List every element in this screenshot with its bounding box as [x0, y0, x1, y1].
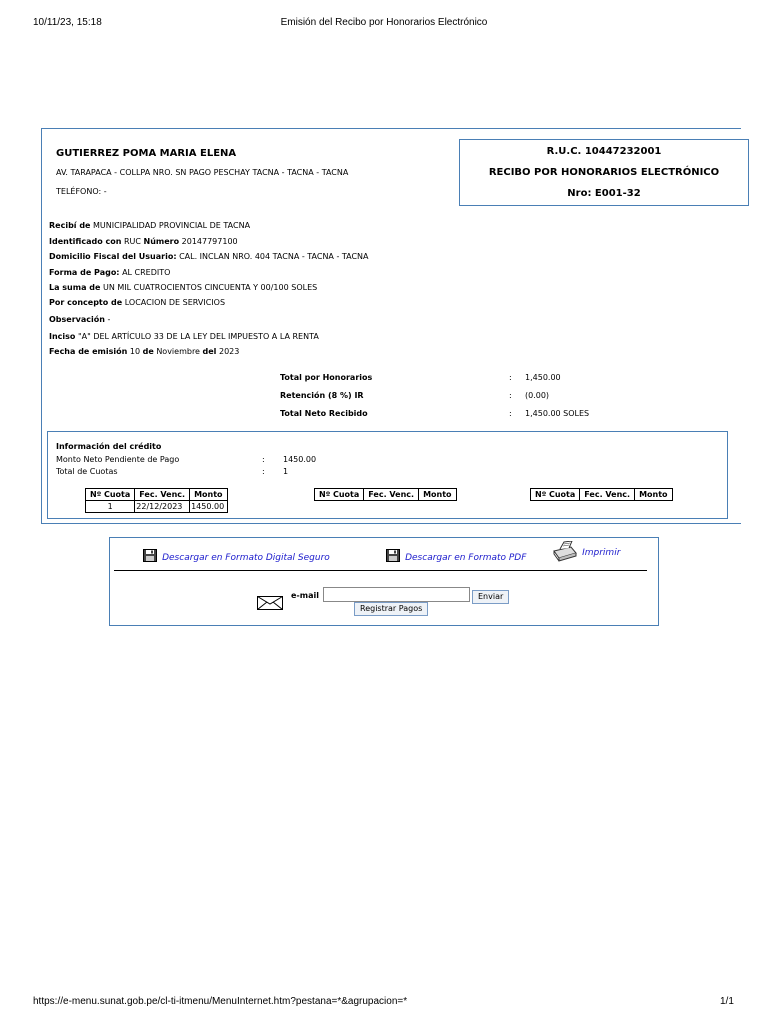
envelope-icon: [257, 596, 283, 610]
table-header-row: [531, 489, 673, 501]
cuotas-label: Total de Cuotas: [56, 467, 118, 476]
detail-domicilio: Domicilio Fiscal del Usuario: CAL. INCLAN NRO. 404 TACNA - TACNA - TACNA: [49, 252, 369, 261]
total-separator: :: [509, 409, 512, 418]
floppy-disk-icon: [143, 549, 157, 562]
issuer-address: AV. TARAPACA - COLLPA NRO. SN PAGO PESCHAY TACNA - TACNA - TACNA: [56, 168, 349, 177]
total-separator: :: [509, 373, 512, 382]
download-secure-label: Descargar en Formato Digital Seguro: [162, 553, 330, 563]
print-title: Emisión del Recibo por Honorarios Electrónico: [280, 17, 488, 28]
pending-separator: :: [262, 455, 265, 464]
detail-fecha-emision: Fecha de emisión 10 de Noviembre del 2023: [49, 347, 240, 356]
table-header-row: [86, 489, 228, 501]
col-cuota-header: Nº Cuota: [315, 489, 364, 501]
document-type: RECIBO POR HONORARIOS ELECTRÓNICO: [488, 167, 720, 178]
detail-recibi: Recibí de MUNICIPALIDAD PROVINCIAL DE TACNA: [49, 221, 251, 230]
cuota-number-cell: 1: [86, 501, 135, 513]
cuota-amount-cell: 1450.00: [190, 501, 227, 513]
col-cuota-header: Nº Cuota: [531, 489, 580, 501]
register-payments-button[interactable]: Registrar Pagos: [354, 602, 428, 616]
divider: [114, 570, 647, 571]
issuer-phone: TELÉFONO: -: [56, 187, 107, 196]
col-cuota-header: Nº Cuota: [86, 489, 135, 501]
receipt-number: Nro: E001-32: [567, 188, 641, 199]
pending-label: Monto Neto Pendiente de Pago: [56, 455, 180, 464]
pending-value: 1450.00: [283, 455, 317, 464]
floppy-disk-icon: [386, 549, 400, 562]
download-pdf-label: Descargar en Formato PDF: [405, 553, 527, 563]
ruc-box: [459, 139, 749, 206]
email-label: e-mail: [291, 591, 319, 600]
print-link[interactable]: [551, 541, 620, 563]
col-fecha-header: Fec. Venc.: [364, 489, 419, 501]
col-fecha-header: Fec. Venc.: [135, 489, 190, 501]
cuotas-table-1: [85, 488, 228, 513]
detail-forma-pago: Forma de Pago: AL CREDITO: [49, 268, 171, 277]
cuotas-separator: :: [262, 467, 265, 476]
send-button[interactable]: Enviar: [472, 590, 509, 604]
print-label: Imprimir: [582, 547, 621, 558]
col-monto-header: Monto: [635, 489, 672, 501]
printer-icon: [551, 541, 577, 563]
cuotas-table-3: [530, 488, 673, 501]
detail-concepto: Por concepto de LOCACION DE SERVICIOS: [49, 298, 226, 307]
credit-title: Información del crédito: [56, 442, 162, 451]
cuotas-value: 1: [283, 467, 289, 476]
issuer-name: GUTIERREZ POMA MARIA ELENA: [56, 148, 237, 159]
table-header-row: [315, 489, 457, 501]
email-input[interactable]: [323, 587, 470, 602]
total-honorarios-value: 1,450.00: [525, 373, 561, 382]
print-url: https://e-menu.sunat.gob.pe/cl-ti-itmenu/MenuInternet.htm?pestana=*&agrupacion=*: [33, 996, 408, 1007]
total-honorarios-label: Total por Honorarios: [280, 373, 373, 382]
col-monto-header: Monto: [190, 489, 227, 501]
total-neto-label: Total Neto Recibido: [280, 409, 368, 418]
cuota-date-cell: 22/12/2023: [135, 501, 190, 513]
cuotas-table-2: [314, 488, 457, 501]
detail-inciso: Inciso "A" DEL ARTÍCULO 33 DE LA LEY DEL IMPUESTO A LA RENTA: [49, 332, 319, 341]
print-page-number: 1/1: [720, 996, 734, 1007]
retencion-label: Retención (8 %) IR: [280, 391, 364, 400]
total-neto-value: 1,450.00 SOLES: [525, 409, 590, 418]
table-row: [86, 501, 228, 513]
download-pdf-link[interactable]: [386, 545, 526, 564]
total-separator: :: [509, 391, 512, 400]
col-monto-header: Monto: [419, 489, 456, 501]
print-datetime: 10/11/23, 15:18: [33, 17, 102, 28]
detail-observacion: Observación -: [49, 315, 111, 324]
detail-identificado: Identificado con RUC Número 20147797100: [49, 237, 238, 246]
retencion-value: (0.00): [525, 391, 550, 400]
download-secure-link[interactable]: [143, 545, 330, 564]
ruc-number: R.U.C. 10447232001: [546, 146, 662, 157]
col-fecha-header: Fec. Venc.: [580, 489, 635, 501]
detail-suma: La suma de UN MIL CUATROCIENTOS CINCUENTA Y 00/100 SOLES: [49, 283, 318, 292]
